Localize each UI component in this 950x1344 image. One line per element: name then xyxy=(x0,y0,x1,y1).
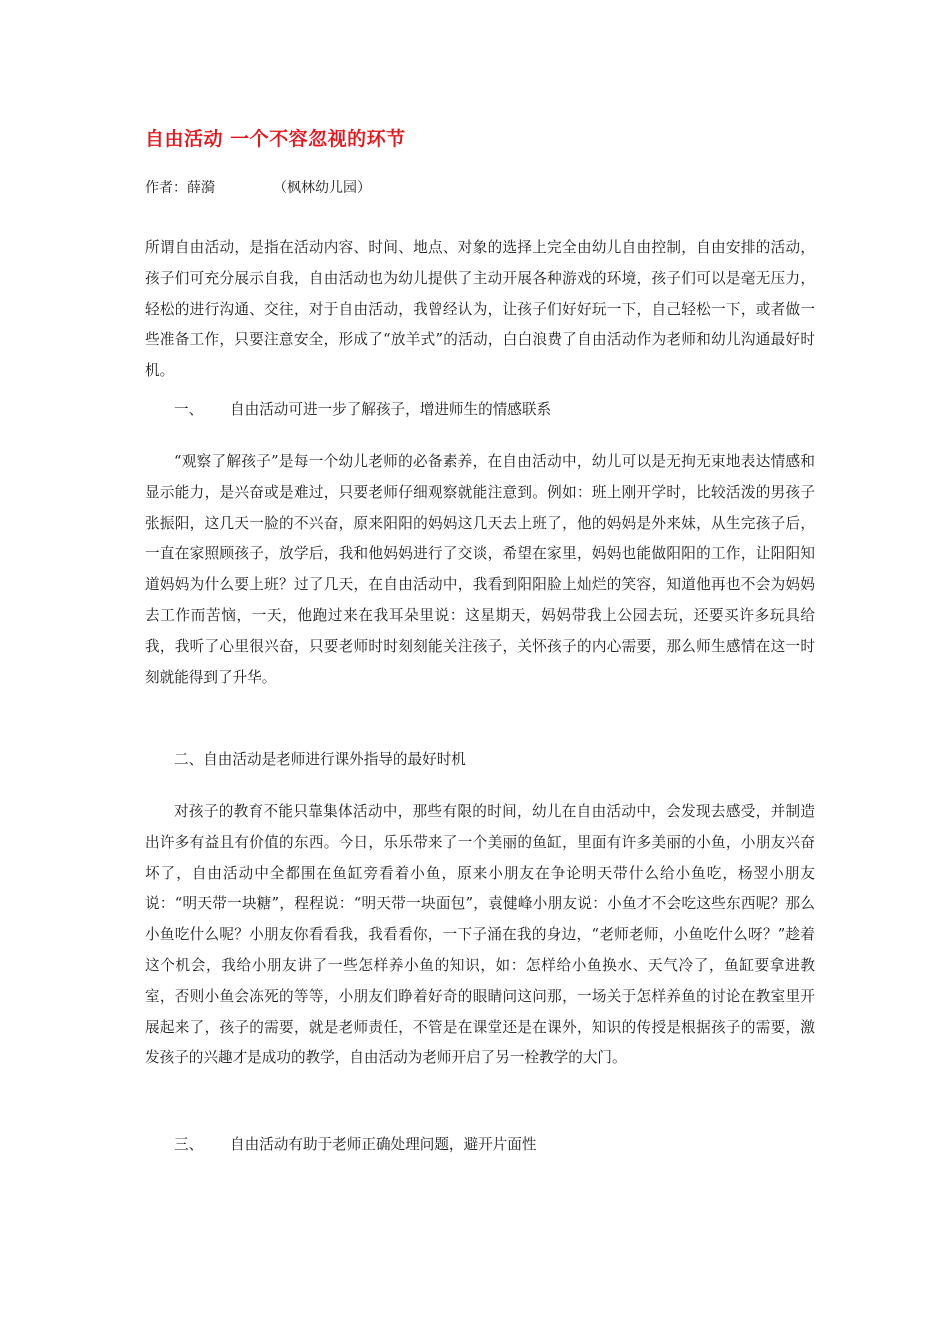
document-title: 自由活动 一个不容忽视的环节 xyxy=(145,128,406,150)
section-1-paragraph: “观察了解孩子”是每一个幼儿老师的必备素养，在自由活动中，幼儿可以是无拘无束地表达情感和显示能力，是兴奋或是难过，只要老师仔细观察就能注意到。例如：班上刚开学时，比较活泼的男孩子张振阳，这几天一脸的不兴奋，原来阳阳的妈妈这几天去上班了，他的妈妈是外来妹，从生完孩子后，一直在家照顾孩子，放学后，我和他妈妈进行了交谈，希望在家里，妈妈也能做阳阳的工作，让阳阳知道妈妈为什么要上班？过了几天，在自由活动中，我看到阳阳脸上灿烂的笑容，知道他再也不会为妈妈去工作而苦恼，一天，他跑过来在我耳朵里说：这星期天，妈妈带我上公园去玩，还要买许多玩具给我，我听了心里很兴奋，只要老师时时刻刻能关注孩子，关怀孩子的内心需要，那么师生感情在这一时刻就能得到了升华。 xyxy=(145,453,815,686)
author: 作者：薛漪 xyxy=(145,180,215,196)
section-1-heading xyxy=(174,398,551,419)
section-1-number: 一、 xyxy=(174,401,204,418)
organization: （枫林幼儿园） xyxy=(273,180,371,196)
section-3-number: 三、 xyxy=(174,1136,204,1153)
byline xyxy=(145,177,371,197)
section-3-heading xyxy=(174,1133,536,1154)
section-2-paragraph: 对孩子的教育不能只靠集体活动中，那些有限的时间，幼儿在自由活动中，会发现去感受，并制造出许多有益且有价值的东西。今日，乐乐带来了一个美丽的鱼缸，里面有许多美丽的小鱼，小朋友兴奋坏了，自由活动中全都围在鱼缸旁看着小鱼，原来小朋友在争论明天带什么给小鱼吃，杨翌小朋友说：“明天带一块糖”，程程说：“明天带一块面包”，袁健峰小朋友说：小鱼才不会吃这些东西呢？那么小鱼吃什么呢？小朋友你看看我，我看看你，一下子涌在我的身边，“老师老师，小鱼吃什么呀？”趁着这个机会，我给小朋友讲了一些怎样养小鱼的知识，如：怎样给小鱼换水、天气冷了，鱼缸要拿进教室，否则小鱼会冻死的等等，小朋友们睁着好奇的眼睛问这问那，一场关于怎样养鱼的讨论在教室里开展起来了，孩子的需要，就是老师责任，不管是在课堂还是在课外，知识的传授是根据孩子的需要，激发孩子的兴趣才是成功的教学，自由活动为老师开启了另一栓教学的大门。 xyxy=(145,803,815,1067)
section-2-heading: 二、自由活动是老师进行课外指导的最好时机 xyxy=(174,751,466,768)
intro-paragraph: 所谓自由活动，是指在活动内容、时间、地点、对象的选择上完全由幼儿自由控制，自由安排的活动，孩子们可充分展示自我，自由活动也为幼儿提供了主动开展各种游戏的环境，孩子们可以是毫无压力，轻松的进行沟通、交往，对于自由活动，我曾经认为，让孩子们好好玩一下，自己轻松一下，或者做一些准备工作，只要注意安全，形成了“放羊式”的活动，白白浪费了自由活动作为老师和幼儿沟通最好时机。 xyxy=(145,239,815,380)
section-1-title: 自由活动可进一步了解孩子，增进师生的情感联系 xyxy=(230,401,552,418)
section-3-title: 自由活动有助于老师正确处理问题，避开片面性 xyxy=(230,1136,537,1153)
